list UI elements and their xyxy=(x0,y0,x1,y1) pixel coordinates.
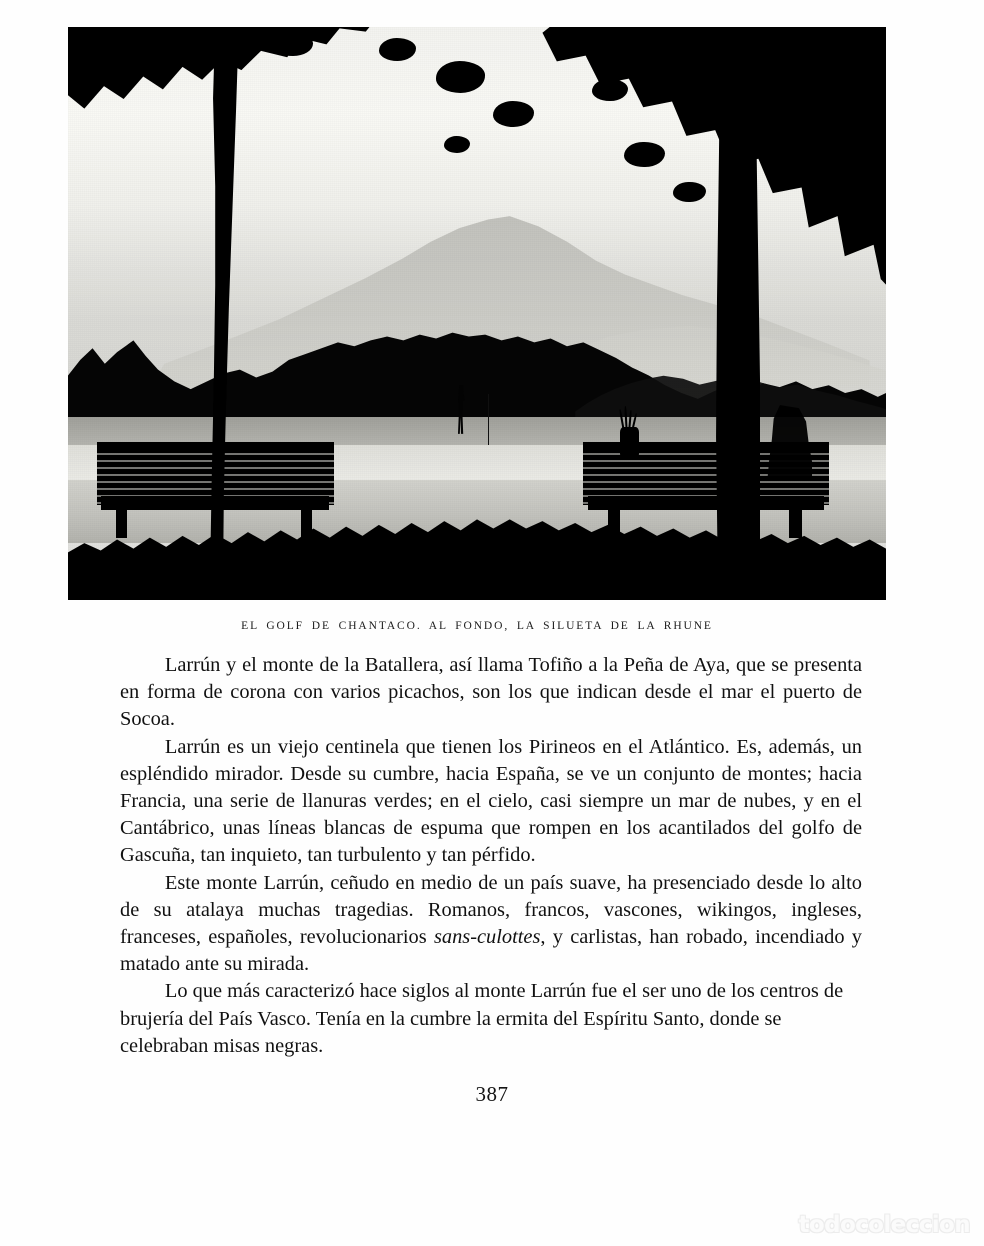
bench-leg xyxy=(608,507,620,538)
bench-seat xyxy=(588,496,824,511)
golf-bag-body xyxy=(620,427,639,457)
paragraph-text-before: Este monte Larrún, ceñudo en medio de un país suave, ha presenciado desde lo alto de su atalaya muchas tragedias. Romanos, francos, vascones, wikingos, ingleses, franceses, españoles, revolucionarios xyxy=(120,871,862,949)
body-text-block xyxy=(120,652,862,1060)
figure-photograph xyxy=(68,27,886,600)
photo-golf-chantaco xyxy=(68,27,886,600)
bench-leg xyxy=(789,507,801,538)
photo-leaf-cluster xyxy=(273,33,314,56)
paragraph: Larrún y el monte de la Batallera, así llama Tofiño a la Peña de Aya, que se presenta en forma de corona con varios picachos, son los que indican desde el mar el puerto de Socoa. xyxy=(120,654,862,731)
page-number: 387 xyxy=(475,1082,509,1106)
paragraph-with-italic xyxy=(120,870,862,979)
paragraph: Larrún es un viejo centinela que tienen los Pirineos en el Atlántico. Es, además, un espléndido mirador. Desde su cumbre, hacia España, se ve un conjunto de montes; hacia Francia, una serie de llanuras verdes; en el cielo, casi siempre un mar de nubes, y en el Cantábrico, unas líneas blancas de espuma que rompen en los acantilados del golfo de Gascuña, tan inquieto, tan turbulento y tan pérfido. xyxy=(120,735,862,867)
watermark-todocoleccion: todocoleccion xyxy=(798,1212,970,1238)
photo-golf-bag xyxy=(612,408,646,457)
photo-flagstick xyxy=(488,394,490,446)
paragraph: Lo que más caracterizó hace siglos al monte Larrún fue el ser uno de los centros de brujería del País Vasco. Tenía en la cumbre la ermita del Espíritu Santo, donde se celebraban misas negras. xyxy=(120,980,844,1057)
paragraph-text-after: , y carlistas, han robado, incendiado y matado ante su mirada. xyxy=(120,926,862,976)
figure-caption: EL GOLF DE CHANTACO. AL FONDO, LA SILUETA DE LA RHUNE xyxy=(241,620,713,632)
bench-leg xyxy=(116,507,128,538)
bench-leg xyxy=(301,507,313,538)
italic-term-sans-culottes: sans-culottes xyxy=(433,926,541,949)
